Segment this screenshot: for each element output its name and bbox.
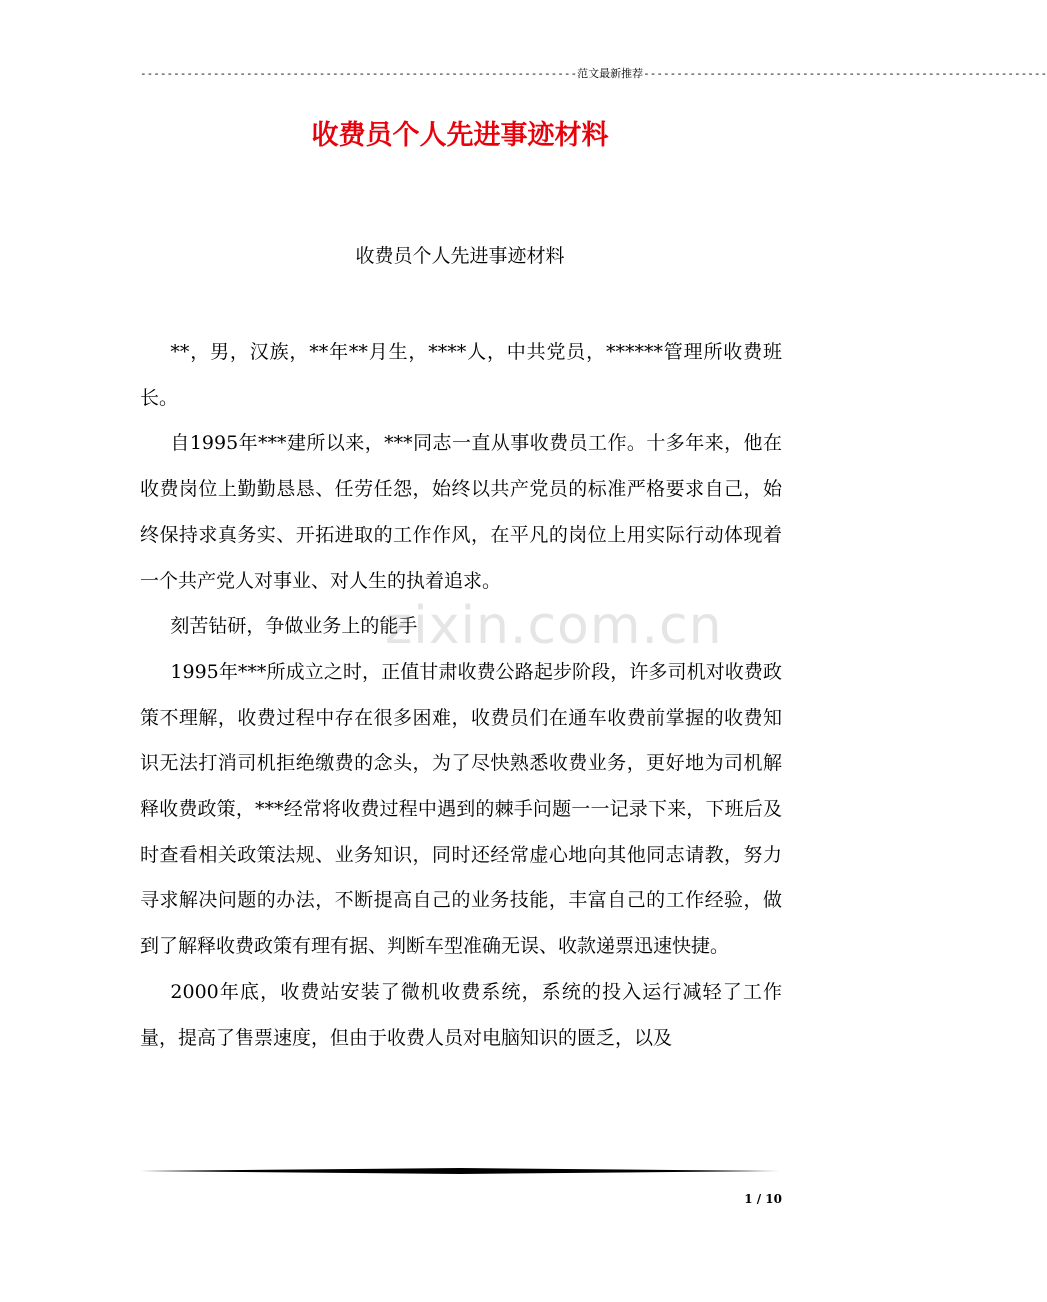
header-dashes-right: ------------------------------------------------------------- bbox=[643, 67, 1047, 80]
paragraph: **，男，汉族，**年**月生，****人，中共党员，******管理所收费班长。 bbox=[140, 341, 782, 409]
header-label: 范文最新推荐 bbox=[577, 67, 644, 80]
header-dashes-left: ------------------------------------------------------------------ bbox=[140, 67, 578, 80]
page-header bbox=[140, 66, 1047, 82]
footer-rule bbox=[140, 1168, 780, 1174]
section-heading: 刻苦钻研，争做业务上的能手 bbox=[170, 615, 418, 638]
paragraph: 1995年***所成立之时，正值甘肃收费公路起步阶段，许多司机对收费政策不理解，收费过程中存在很多困难，收费员们在通车收费前掌握的收费知识无法打消司机拒绝缴费的念头，为了尽快熟悉收费业务，更好地为司机解释收费政策，***经常将收费过程中遇到的棘手问题一一记录下来，下班后及时查看相关政策法规、业务知识，同时还经常虚心地向其他同志请教，努力寻求解决问题的办法，不断提高自己的业务技能，丰富自己的工作经验，做到了解释收费政策有理有据、判断车型准确无误、收款递票迅速快捷。 bbox=[140, 660, 782, 958]
document-body bbox=[140, 330, 782, 1061]
page-number: 1 / 10 bbox=[744, 1192, 782, 1206]
document-subtitle: 收费员个人先进事迹材料 bbox=[355, 245, 565, 267]
watermark: zixin.com.cn bbox=[385, 596, 723, 656]
document-title: 收费员个人先进事迹材料 bbox=[311, 120, 609, 151]
paragraph: 自1995年***建所以来，***同志一直从事收费员工作。十多年来，他在收费岗位上勤勤恳恳、任劳任怨，始终以共产党员的标准严格要求自己，始终保持求真务实、开拓进取的工作作风，在平凡的岗位上用实际行动体现着一个共产党人对事业、对人生的执着追求。 bbox=[140, 432, 782, 592]
paragraph: 2000年底，收费站安装了微机收费系统，系统的投入运行减轻了工作量，提高了售票速度，但由于收费人员对电脑知识的匮乏，以及 bbox=[140, 980, 782, 1049]
